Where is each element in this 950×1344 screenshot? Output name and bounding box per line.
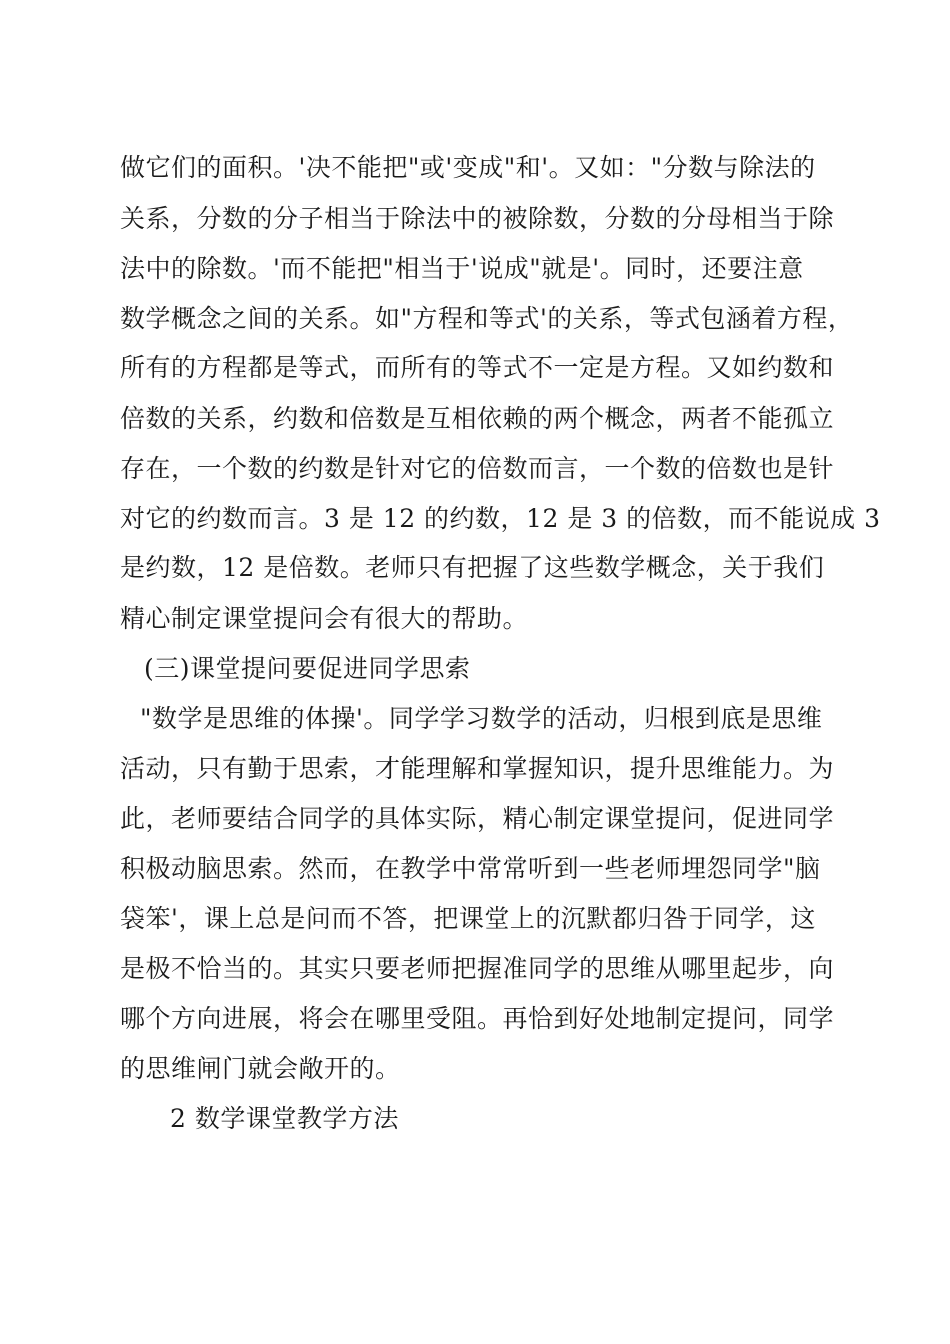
paragraph-line: "数学是思维的体操'。同学学习数学的活动，归根到底是思维 <box>140 704 823 733</box>
paragraph-line: 精心制定课堂提问会有很大的帮助。 <box>120 604 529 633</box>
paragraph-line: 对它的约数而言。3 是 12 的约数，12 是 3 的倍数，而不能说成 3 <box>120 504 881 533</box>
paragraph-line: 此，老师要结合同学的具体实际，精心制定课堂提问，促进同学 <box>120 804 835 833</box>
chapter-heading: 2 数学课堂教学方法 <box>170 1104 399 1133</box>
paragraph-line: 所有的方程都是等式，而所有的等式不一定是方程。又如约数和 <box>120 353 835 382</box>
paragraph-line: 存在，一个数的约数是针对它的倍数而言，一个数的倍数也是针 <box>120 454 835 483</box>
paragraph-line: 法中的除数。'而不能把"相当于'说成"就是'。同时，还要注意 <box>120 254 804 283</box>
paragraph-line: 袋笨'，课上总是问而不答，把课堂上的沉默都归咎于同学，这 <box>120 904 816 933</box>
paragraph-line: 的思维闸门就会敞开的。 <box>120 1054 401 1083</box>
paragraph-line: 是约数，12 是倍数。老师只有把握了这些数学概念，关于我们 <box>120 553 825 582</box>
paragraph-line: 哪个方向进展，将会在哪里受阻。再恰到好处地制定提问，同学 <box>120 1004 835 1033</box>
paragraph-line: 活动，只有勤于思索，才能理解和掌握知识，提升思维能力。为 <box>120 754 835 783</box>
paragraph-line: 关系，分数的分子相当于除法中的被除数，分数的分母相当于除 <box>120 204 835 233</box>
section-heading: (三)课堂提问要促进同学思索 <box>144 654 471 683</box>
paragraph-line: 是极不恰当的。其实只要老师把握准同学的思维从哪里起步，向 <box>120 954 835 983</box>
paragraph-line: 倍数的关系，约数和倍数是互相依赖的两个概念，两者不能孤立 <box>120 404 835 433</box>
paragraph-line: 做它们的面积。'决不能把"或'变成"和'。又如："分数与除法的 <box>120 153 816 182</box>
paragraph-line: 数学概念之间的关系。如"方程和等式'的关系，等式包涵着方程， <box>120 304 854 333</box>
paragraph-line: 积极动脑思索。然而，在教学中常常听到一些老师埋怨同学"脑 <box>120 854 821 883</box>
